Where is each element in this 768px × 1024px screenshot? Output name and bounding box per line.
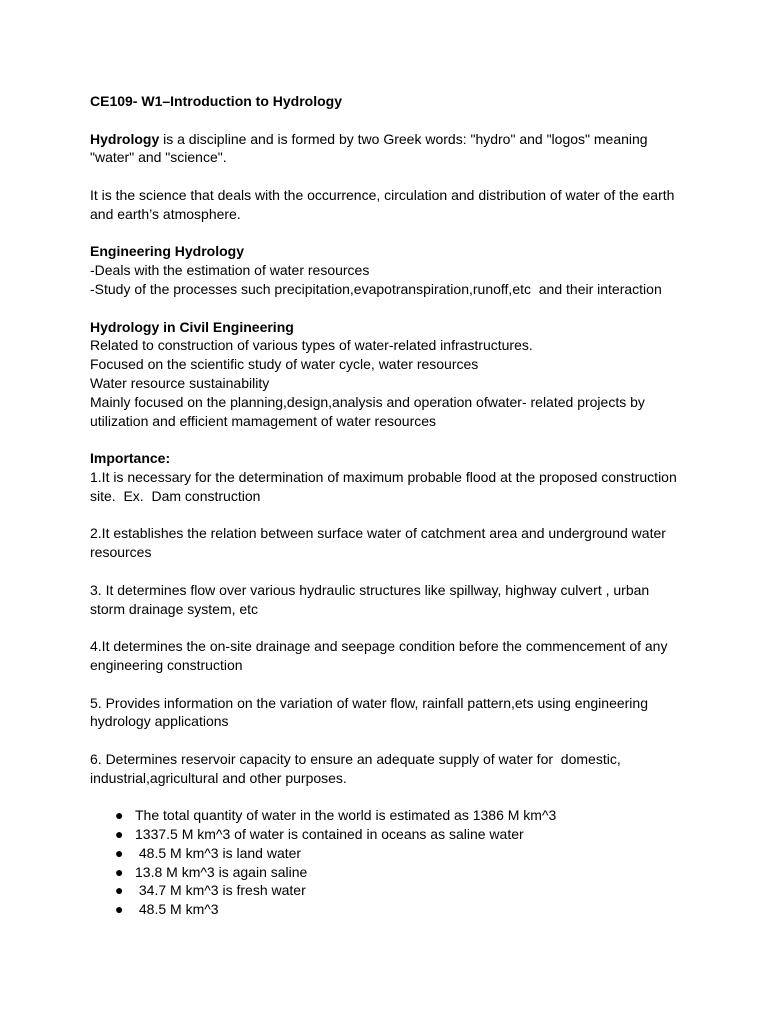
civil-engineering-line: Water resource sustainability: [90, 374, 270, 391]
hydrology-term: Hydrology: [90, 130, 160, 147]
importance-item-line: 6. Determines reservoir capacity to ensure an adequate supply of water for domestic,: [90, 750, 621, 767]
definition-line-1: It is the science that deals with the occurrence, circulation and distribution of water of the earth: [90, 186, 675, 203]
bullet-icon: ●: [115, 863, 124, 880]
importance-item: [90, 637, 690, 675]
civil-engineering-line: utilization and efficient mamagement of water resources: [90, 412, 437, 429]
intro-text: is a discipline and is formed by two Greek words: "hydro" and "logos" meaning: [159, 130, 648, 147]
importance-item: [90, 468, 690, 506]
list-item-text: 48.5 M km^3 is land water: [135, 844, 302, 861]
importance-item-line: hydrology applications: [90, 713, 229, 730]
list-item-text: The total quantity of water in the world is estimated as 1386 M km^3: [135, 807, 557, 824]
spacer: [90, 430, 690, 449]
importance-item-line: 3. It determines flow over various hydraulic structures like spillway, highway culvert , urban: [90, 581, 650, 598]
spacer: [90, 506, 690, 525]
importance-item-line: 1.It is necessary for the determination of maximum probable flood at the proposed construction: [90, 468, 677, 485]
civil-engineering-line: Focused on the scientific study of water cycle, water resources: [90, 356, 479, 373]
spacer: [90, 731, 690, 750]
bullet-icon: ●: [115, 882, 124, 899]
document-page: [90, 92, 690, 919]
importance-item-line: storm drainage system, etc: [90, 600, 259, 617]
importance-item-line: 2.It establishes the relation between surface water of catchment area and underground water: [90, 525, 666, 542]
water-facts-list: [90, 806, 690, 919]
importance-item-line: engineering construction: [90, 656, 243, 673]
list-item: [90, 844, 690, 863]
intro-paragraph-line-1: [90, 130, 690, 149]
spacer: [90, 787, 690, 806]
civil-engineering-heading: Hydrology in Civil Engineering: [90, 318, 294, 335]
importance-item: [90, 694, 690, 732]
list-item-text: 48.5 M km^3: [135, 901, 219, 918]
importance-item: [90, 524, 690, 562]
importance-item-line: resources: [90, 544, 152, 561]
intro-paragraph-line-2: "water" and "science".: [90, 149, 227, 166]
importance-item: [90, 750, 690, 788]
spacer: [90, 618, 690, 637]
engineering-hydrology-heading: Engineering Hydrology: [90, 243, 245, 260]
civil-engineering-line: Mainly focused on the planning,design,analysis and operation ofwater- related projects by: [90, 393, 645, 410]
spacer: [90, 675, 690, 694]
spacer: [90, 224, 690, 243]
engineering-hydrology-line: -Deals with the estimation of water resources: [90, 262, 370, 279]
engineering-hydrology-line: -Study of the processes such precipitation,evapotranspiration,runoff,etc and their interaction: [90, 280, 662, 297]
importance-item-line: industrial,agricultural and other purposes.: [90, 769, 347, 786]
list-item-text: 34.7 M km^3 is fresh water: [135, 882, 306, 899]
list-item-text: 1337.5 M km^3 of water is contained in oceans as saline water: [135, 826, 524, 843]
importance-item-line: 5. Provides information on the variation of water flow, rainfall pattern,ets using engineering: [90, 694, 648, 711]
list-item-text: 13.8 M km^3 is again saline: [135, 863, 308, 880]
civil-engineering-line: Related to construction of various types of water-related infrastructures.: [90, 337, 533, 354]
importance-item-line: 4.It determines the on-site drainage and seepage condition before the commencement of any: [90, 638, 668, 655]
bullet-icon: ●: [115, 844, 124, 861]
definition-line-2: and earth’s atmosphere.: [90, 205, 241, 222]
spacer: [90, 167, 690, 186]
importance-heading: Importance:: [90, 450, 171, 467]
list-item: [90, 825, 690, 844]
spacer: [90, 111, 690, 130]
list-item: [90, 900, 690, 919]
spacer: [90, 562, 690, 581]
bullet-icon: ●: [115, 826, 124, 843]
importance-item: [90, 581, 690, 619]
list-item: [90, 881, 690, 900]
document-title: CE109- W1–Introduction to Hydrology: [90, 93, 343, 109]
spacer: [90, 299, 690, 318]
bullet-icon: ●: [115, 901, 124, 918]
list-item: [90, 863, 690, 882]
list-item: [90, 806, 690, 825]
importance-item-line: site. Ex. Dam construction: [90, 487, 261, 504]
bullet-icon: ●: [115, 807, 124, 824]
